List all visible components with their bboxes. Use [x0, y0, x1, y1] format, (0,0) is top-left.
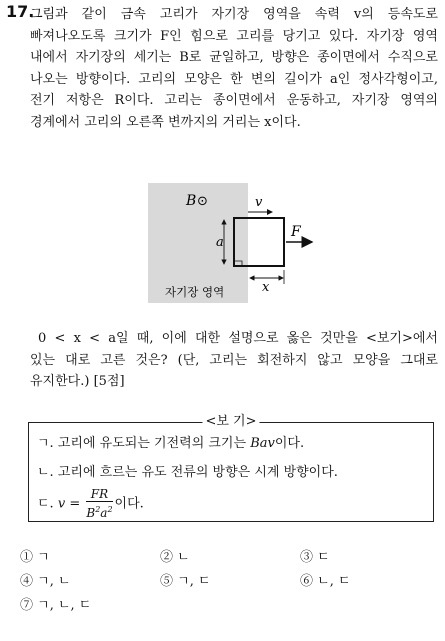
field-out-of-page-icon: ⊙ — [197, 194, 208, 209]
item-text: 고리에 유도되는 기전력의 크기는 — [57, 436, 251, 451]
choice-4[interactable]: ④ ㄱ, ㄴ — [20, 574, 71, 589]
force-label: F — [291, 224, 301, 240]
bogi-item-a — [37, 435, 304, 453]
choice-5[interactable]: ⑤ ㄱ, ㄷ — [160, 574, 211, 589]
item-marker: ㄷ. — [37, 496, 54, 512]
region-caption: 자기장 영역 — [165, 285, 225, 299]
bogi-title: <보 기> — [202, 414, 259, 430]
item-expr: Bav — [250, 436, 275, 451]
stem-line: 나오는 방향이다. 고리의 모양은 한 변의 길이가 a인 정사각형이고, — [30, 71, 438, 87]
condition-line: 있는 대로 고른 것은? (단, 고리는 회전하지 않고 모양을 그대로 — [30, 352, 438, 368]
question-condition — [30, 328, 438, 393]
item-lhs: v = — [57, 496, 81, 512]
item-tail: 이다. — [114, 496, 144, 512]
velocity-label: v — [255, 195, 263, 210]
side-length-label: a — [216, 235, 224, 250]
bogi-item-b — [37, 464, 338, 482]
fraction-denominator: $B^2a^2$ — [86, 505, 113, 520]
choice-1[interactable]: ① ㄱ — [20, 550, 50, 565]
stem-line: 전기 저항은 R이다. 고리는 종이면에서 운동하고, 자기장 영역의 — [30, 93, 438, 109]
item-marker: ㄴ. — [37, 465, 54, 480]
stem-line: 경계에서 고리의 오른쪽 변까지의 거리는 x이다. — [30, 114, 301, 130]
stem-line: 그림과 같이 금속 고리가 자기장 영역을 속력 v의 등속도로 — [30, 7, 438, 22]
item-marker: ㄱ. — [37, 436, 54, 451]
question-number: 17. — [6, 2, 35, 21]
stem-line: 내에서 자기장의 세기는 B로 균일하고, 방향은 종이면에서 수직으로 — [30, 50, 438, 66]
condition-line: 유지한다.) [5점] — [30, 374, 125, 390]
fraction — [86, 487, 112, 521]
stem-line: 빠져나오도록 크기가 F인 힘으로 고리를 당기고 있다. 자기장 영역 — [30, 28, 438, 44]
item-text: 고리에 흐르는 유도 전류의 방향은 시계 방향이다. — [57, 465, 338, 480]
bogi-box — [28, 414, 434, 522]
distance-label: x — [262, 280, 270, 295]
field-label: B — [186, 193, 197, 209]
fraction-numerator: FR — [86, 487, 112, 502]
condition-line: 0 < x < a일 때, 이에 대한 설명으로 옳은 것만을 <보기>에서 — [38, 331, 438, 346]
bogi-item-c — [37, 487, 144, 521]
choice-2[interactable]: ② ㄴ — [160, 550, 190, 565]
item-tail: 이다. — [274, 436, 305, 451]
choice-6[interactable]: ⑥ ㄴ, ㄷ — [300, 574, 351, 589]
choice-7[interactable]: ⑦ ㄱ, ㄴ, ㄷ — [20, 598, 92, 613]
choice-3[interactable]: ③ ㄷ — [300, 550, 330, 565]
